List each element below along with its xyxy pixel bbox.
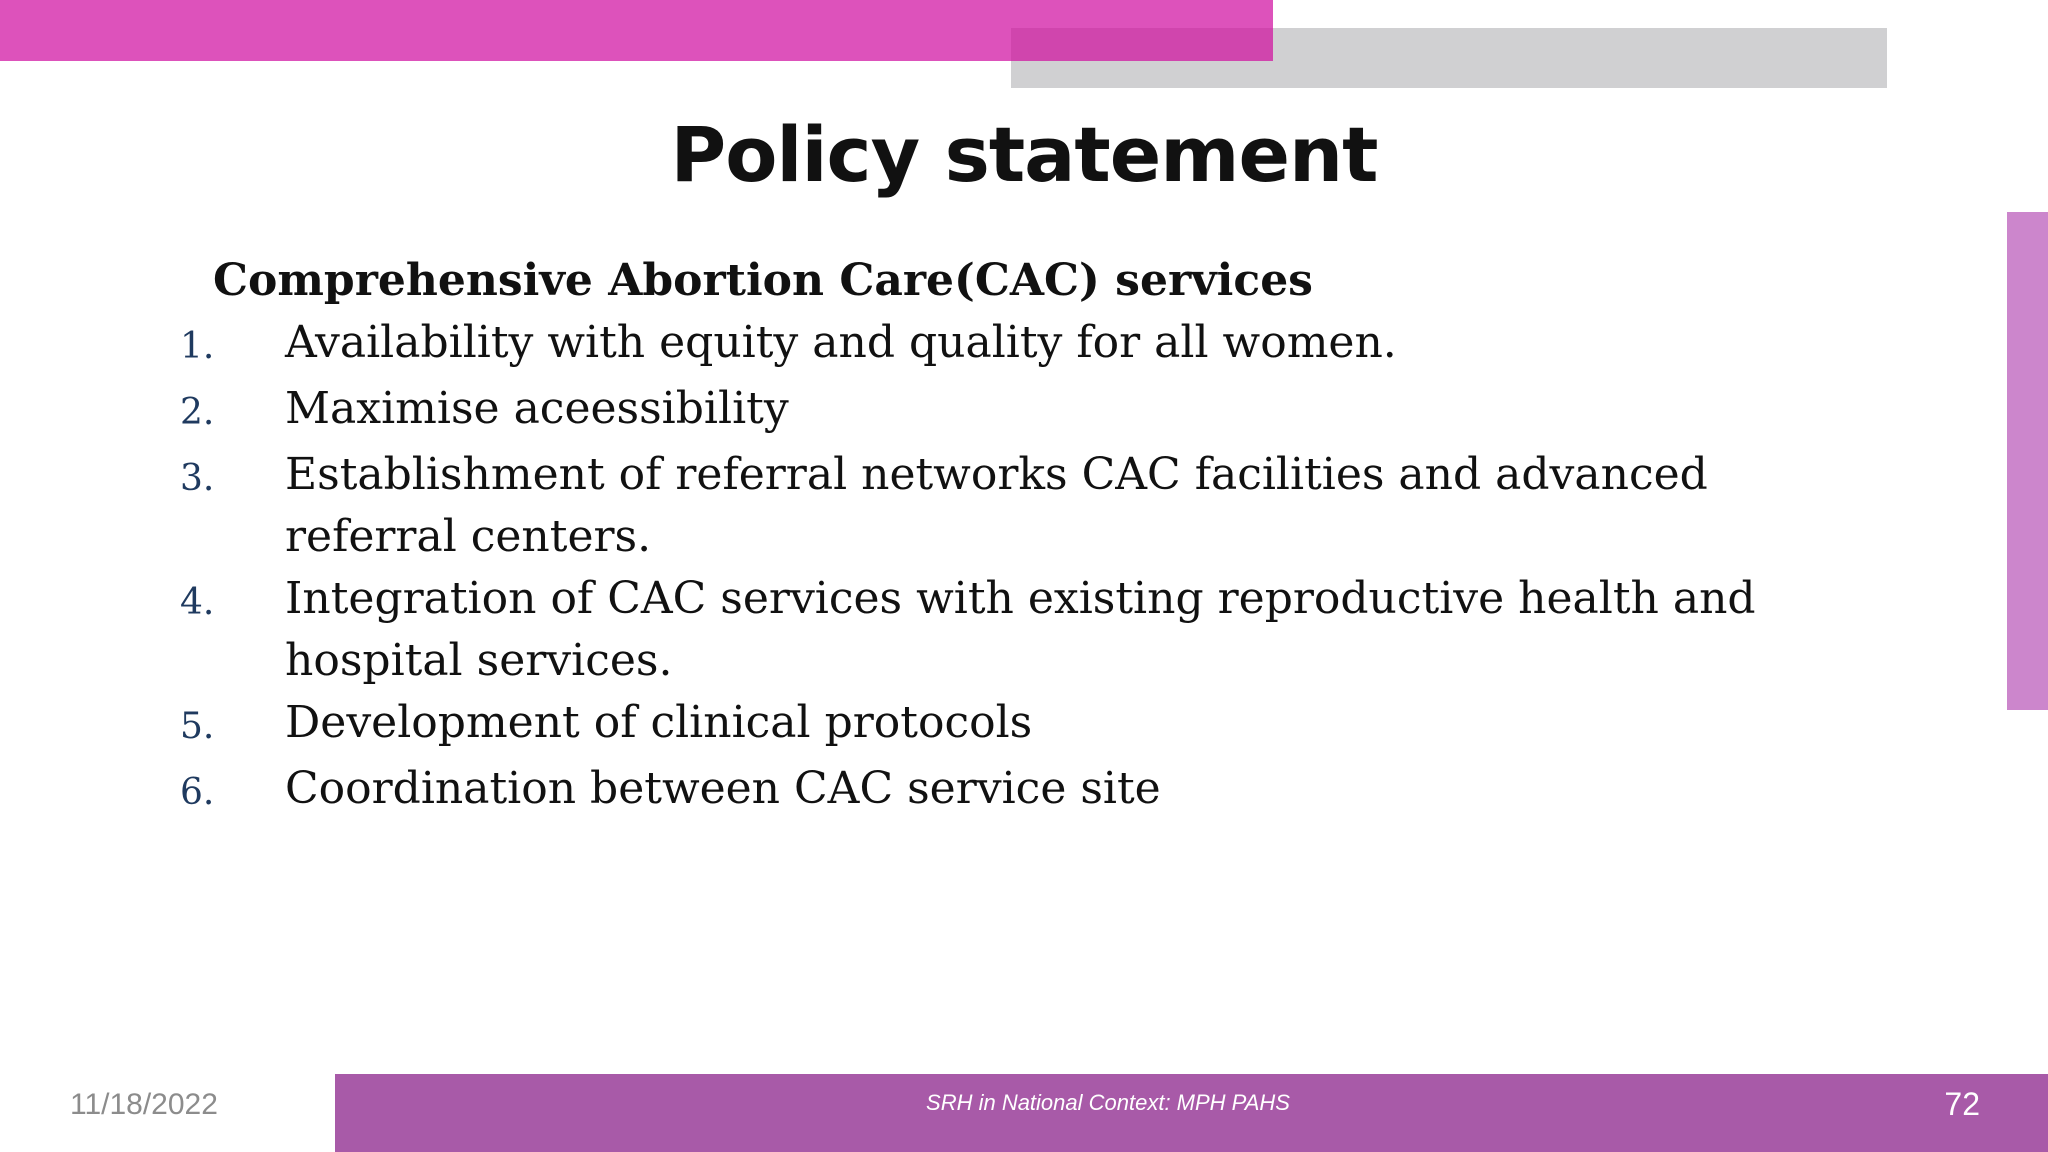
list-item-text: Coordination between CAC service site — [285, 763, 1161, 814]
policy-list — [180, 312, 1880, 824]
page-number: 72 — [1944, 1086, 1980, 1122]
list-item — [180, 312, 1880, 378]
slide-content — [180, 250, 1880, 824]
list-item-number: 1. — [180, 326, 215, 367]
list-item-text: Availability with equity and quality for all women. — [285, 317, 1397, 368]
side-accent-bar — [2007, 212, 2048, 710]
list-item-text: Maximise aceessibility — [285, 383, 789, 434]
list-item-number: 3. — [180, 458, 215, 499]
list-item-number: 6. — [180, 772, 215, 813]
list-item — [180, 758, 1880, 824]
list-item — [180, 692, 1880, 758]
list-item — [180, 568, 1880, 692]
footer-date: 11/18/2022 — [70, 1088, 218, 1121]
list-item-number: 5. — [180, 706, 215, 747]
list-item-text: Establishment of referral networks CAC facilities and advanced referral centers. — [285, 449, 1708, 562]
slide-title: Policy statement — [670, 110, 1378, 199]
top-bar-overlap — [1011, 28, 1273, 61]
list-item — [180, 378, 1880, 444]
footer-text: SRH in National Context: MPH PAHS — [926, 1090, 1290, 1115]
list-item-number: 4. — [180, 582, 215, 623]
list-item-text: Development of clinical protocols — [285, 697, 1033, 748]
list-item — [180, 444, 1880, 568]
list-item-number: 2. — [180, 392, 215, 433]
list-item-text: Integration of CAC services with existing reproductive health and hospital services. — [285, 573, 1756, 686]
slide-subtitle: Comprehensive Abortion Care(CAC) services — [213, 255, 1313, 306]
